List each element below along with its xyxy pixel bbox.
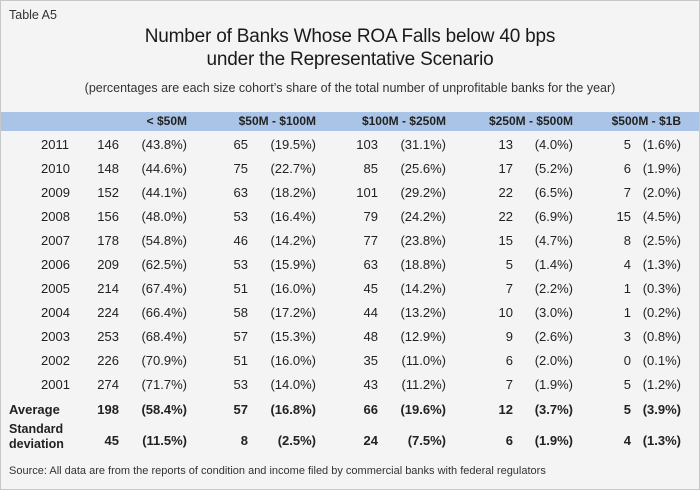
table-cell: 10 [498,305,513,320]
year-cell: 2008 [41,209,70,224]
table-cell: (16.0%) [270,353,316,368]
title-line-1: Number of Banks Whose ROA Falls below 40 bps [144,26,556,47]
table-cell: (2.0%) [534,353,573,368]
table-cell: (70.9%) [141,353,187,368]
table-row [1,325,699,349]
table-cell: (16.8%) [270,402,316,417]
table-cell: 75 [233,161,248,176]
table-cell: (14.2%) [270,233,316,248]
table-cell: (19.6%) [400,402,446,417]
table-cell: (11.2%) [401,377,446,392]
table-cell: 77 [363,233,378,248]
table-cell: (0.8%) [642,329,681,344]
table-cell: 22 [498,185,513,200]
table-cell: (6.5%) [534,185,573,200]
table-row [1,373,699,397]
table-cell: 4 [623,433,631,448]
table-cell: (2.2%) [534,281,573,296]
year-cell: 2011 [41,137,69,152]
table-cell: (24.2%) [400,209,446,224]
table-cell: 51 [233,281,248,296]
table-cell: (48.0%) [141,209,187,224]
table-row [1,133,699,157]
table-cell: 198 [97,402,119,417]
table-cell: (5.2%) [534,161,573,176]
table-cell: (1.3%) [642,433,681,448]
table-cell: 53 [233,257,248,272]
table-cell: 214 [97,281,119,296]
table-cell: 5 [623,137,631,152]
year-cell: 2005 [41,281,70,296]
table-cell: (4.0%) [534,137,573,152]
average-row [1,398,699,422]
table-cell: 15 [498,233,513,248]
table-cell: 8 [240,433,248,448]
table-cell: (1.4%) [534,257,573,272]
table-cell: 7 [505,377,513,392]
table-cell: (14.0%) [270,377,316,392]
table-cell: 57 [233,329,248,344]
table-cell: 253 [97,329,119,344]
table-cell: 45 [363,281,378,296]
table-row [1,205,699,229]
table-cell: (3.9%) [642,402,681,417]
table-cell: (54.8%) [141,233,187,248]
table-cell: (3.0%) [534,305,573,320]
table-row [1,253,699,277]
table-cell: 6 [505,433,513,448]
table-cell: (2.0%) [642,185,681,200]
table-cell: (29.2%) [400,185,446,200]
column-header-50m-100m: $50M - $100M [238,114,316,128]
table-cell: 24 [363,433,378,448]
table-cell: (62.5%) [141,257,187,272]
year-cell: 2001 [41,377,70,392]
year-cell: 2006 [41,257,70,272]
table-row [1,349,699,373]
table-cell: (15.3%) [270,329,316,344]
table-cell: 51 [233,353,248,368]
table-cell: 63 [233,185,248,200]
table-cell: 43 [363,377,378,392]
table-cell: 1 [623,281,631,296]
table-cell: (1.2%) [642,377,681,392]
table-cell: 63 [363,257,378,272]
year-cell: 2007 [41,233,70,248]
table-cell: (43.8%) [141,137,187,152]
table-cell: (15.9%) [270,257,316,272]
table-row [1,181,699,205]
table-cell: (17.2%) [270,305,316,320]
table-cell: 12 [498,402,513,417]
table-cell: 1 [623,305,631,320]
table-cell: 44 [363,305,378,320]
table-cell: 0 [623,353,631,368]
table-cell: 22 [498,209,513,224]
table-cell: 103 [356,137,378,152]
table-cell: (18.8%) [400,257,446,272]
table-cell: (11.0%) [401,353,446,368]
table-subtitle: (percentages are each size cohort’s share of the total number of unprofitable banks for the year) [84,81,616,95]
table-cell: (22.7%) [270,161,316,176]
table-cell: 17 [498,161,513,176]
table-cell: (12.9%) [400,329,446,344]
table-cell: 7 [623,185,631,200]
table-cell: 85 [363,161,378,176]
table-cell: (0.1%) [642,353,681,368]
table-cell: (11.5%) [142,433,187,448]
table-title [1,25,699,71]
table-cell: 66 [363,402,378,417]
year-cell: 2009 [41,185,70,200]
table-cell: 13 [498,137,513,152]
std-dev-row [1,429,699,453]
table-cell: 146 [97,137,119,152]
table-cell: 5 [505,257,513,272]
column-header-100m-250m: $100M - $250M [361,114,446,128]
year-cell: 2002 [41,353,70,368]
table-cell: (44.1%) [141,185,187,200]
column-header-500m-1b: $500M - $1B [611,114,681,128]
table-cell: (7.5%) [407,433,446,448]
column-header-250m-500m: $250M - $500M [488,114,573,128]
table-cell: 53 [233,209,248,224]
year-cell: 2010 [41,161,70,176]
average-label: Average [9,402,60,417]
table-cell: 6 [623,161,631,176]
table-cell: (71.7%) [141,377,187,392]
table-cell: (3.7%) [534,402,573,417]
std-dev-label-line-1: Standard [9,422,64,436]
table-cell: 35 [363,353,378,368]
table-cell: (31.1%) [400,137,446,152]
table-cell: 274 [97,377,119,392]
table-cell: 46 [233,233,248,248]
table-cell: (1.9%) [534,433,573,448]
year-cell: 2003 [41,329,70,344]
table-cell: (68.4%) [141,329,187,344]
source-note: Source: All data are from the reports of condition and income filed by commercial banks with federal regulators [9,465,546,477]
table-cell: (0.3%) [642,281,681,296]
table-cell: (1.6%) [642,137,681,152]
table-cell: 7 [505,281,513,296]
table-cell: (18.2%) [270,185,316,200]
table-cell: (66.4%) [141,305,187,320]
table-cell: 57 [233,402,248,417]
table-cell: 224 [97,305,119,320]
table-row [1,277,699,301]
table-cell: (16.4%) [270,209,316,224]
table-cell: 178 [97,233,119,248]
table-cell: (58.4%) [141,402,187,417]
table-cell: (25.6%) [400,161,446,176]
table-cell: 48 [363,329,378,344]
table-cell: (67.4%) [141,281,187,296]
table-cell: (2.6%) [534,329,573,344]
table-row [1,301,699,325]
table-cell: 156 [97,209,119,224]
std-dev-label-line-2: deviation [9,437,64,451]
title-line-2: under the Representative Scenario [206,49,494,70]
table-row [1,157,699,181]
table-cell: (0.2%) [642,305,681,320]
year-cell: 2004 [41,305,70,320]
table-cell: (44.6%) [141,161,187,176]
table-cell: (1.3%) [642,257,681,272]
table-cell: 79 [363,209,378,224]
table-cell: 58 [233,305,248,320]
table-cell: (6.9%) [534,209,573,224]
table-cell: (1.9%) [534,377,573,392]
column-header-lt-50m: < $50M [146,114,187,128]
column-header-row [1,112,699,131]
table-cell: 209 [97,257,119,272]
table-cell: 152 [97,185,119,200]
table-cell: 5 [623,377,631,392]
table-cell: (13.2%) [400,305,446,320]
table-cell: (4.5%) [642,209,681,224]
table-label: Table A5 [9,8,57,22]
table-cell: (23.8%) [400,233,446,248]
table-cell: 8 [623,233,631,248]
table-cell: 226 [97,353,119,368]
table-row [1,229,699,253]
table-cell: 53 [233,377,248,392]
table-cell: (19.5%) [270,137,316,152]
table-cell: 65 [233,137,248,152]
table-cell: 15 [616,209,631,224]
table-cell: (4.7%) [534,233,573,248]
table-cell: (2.5%) [642,233,681,248]
table-cell: (16.0%) [270,281,316,296]
table-cell: 6 [505,353,513,368]
table-cell: 148 [97,161,119,176]
table-cell: (14.2%) [400,281,446,296]
table-cell: 9 [505,329,513,344]
table-cell: 101 [356,185,378,200]
table-cell: (2.5%) [277,433,316,448]
table-cell: 5 [623,402,631,417]
table-cell: 45 [104,433,119,448]
table-cell: (1.9%) [642,161,681,176]
table-cell: 3 [623,329,631,344]
table-cell: 4 [623,257,631,272]
